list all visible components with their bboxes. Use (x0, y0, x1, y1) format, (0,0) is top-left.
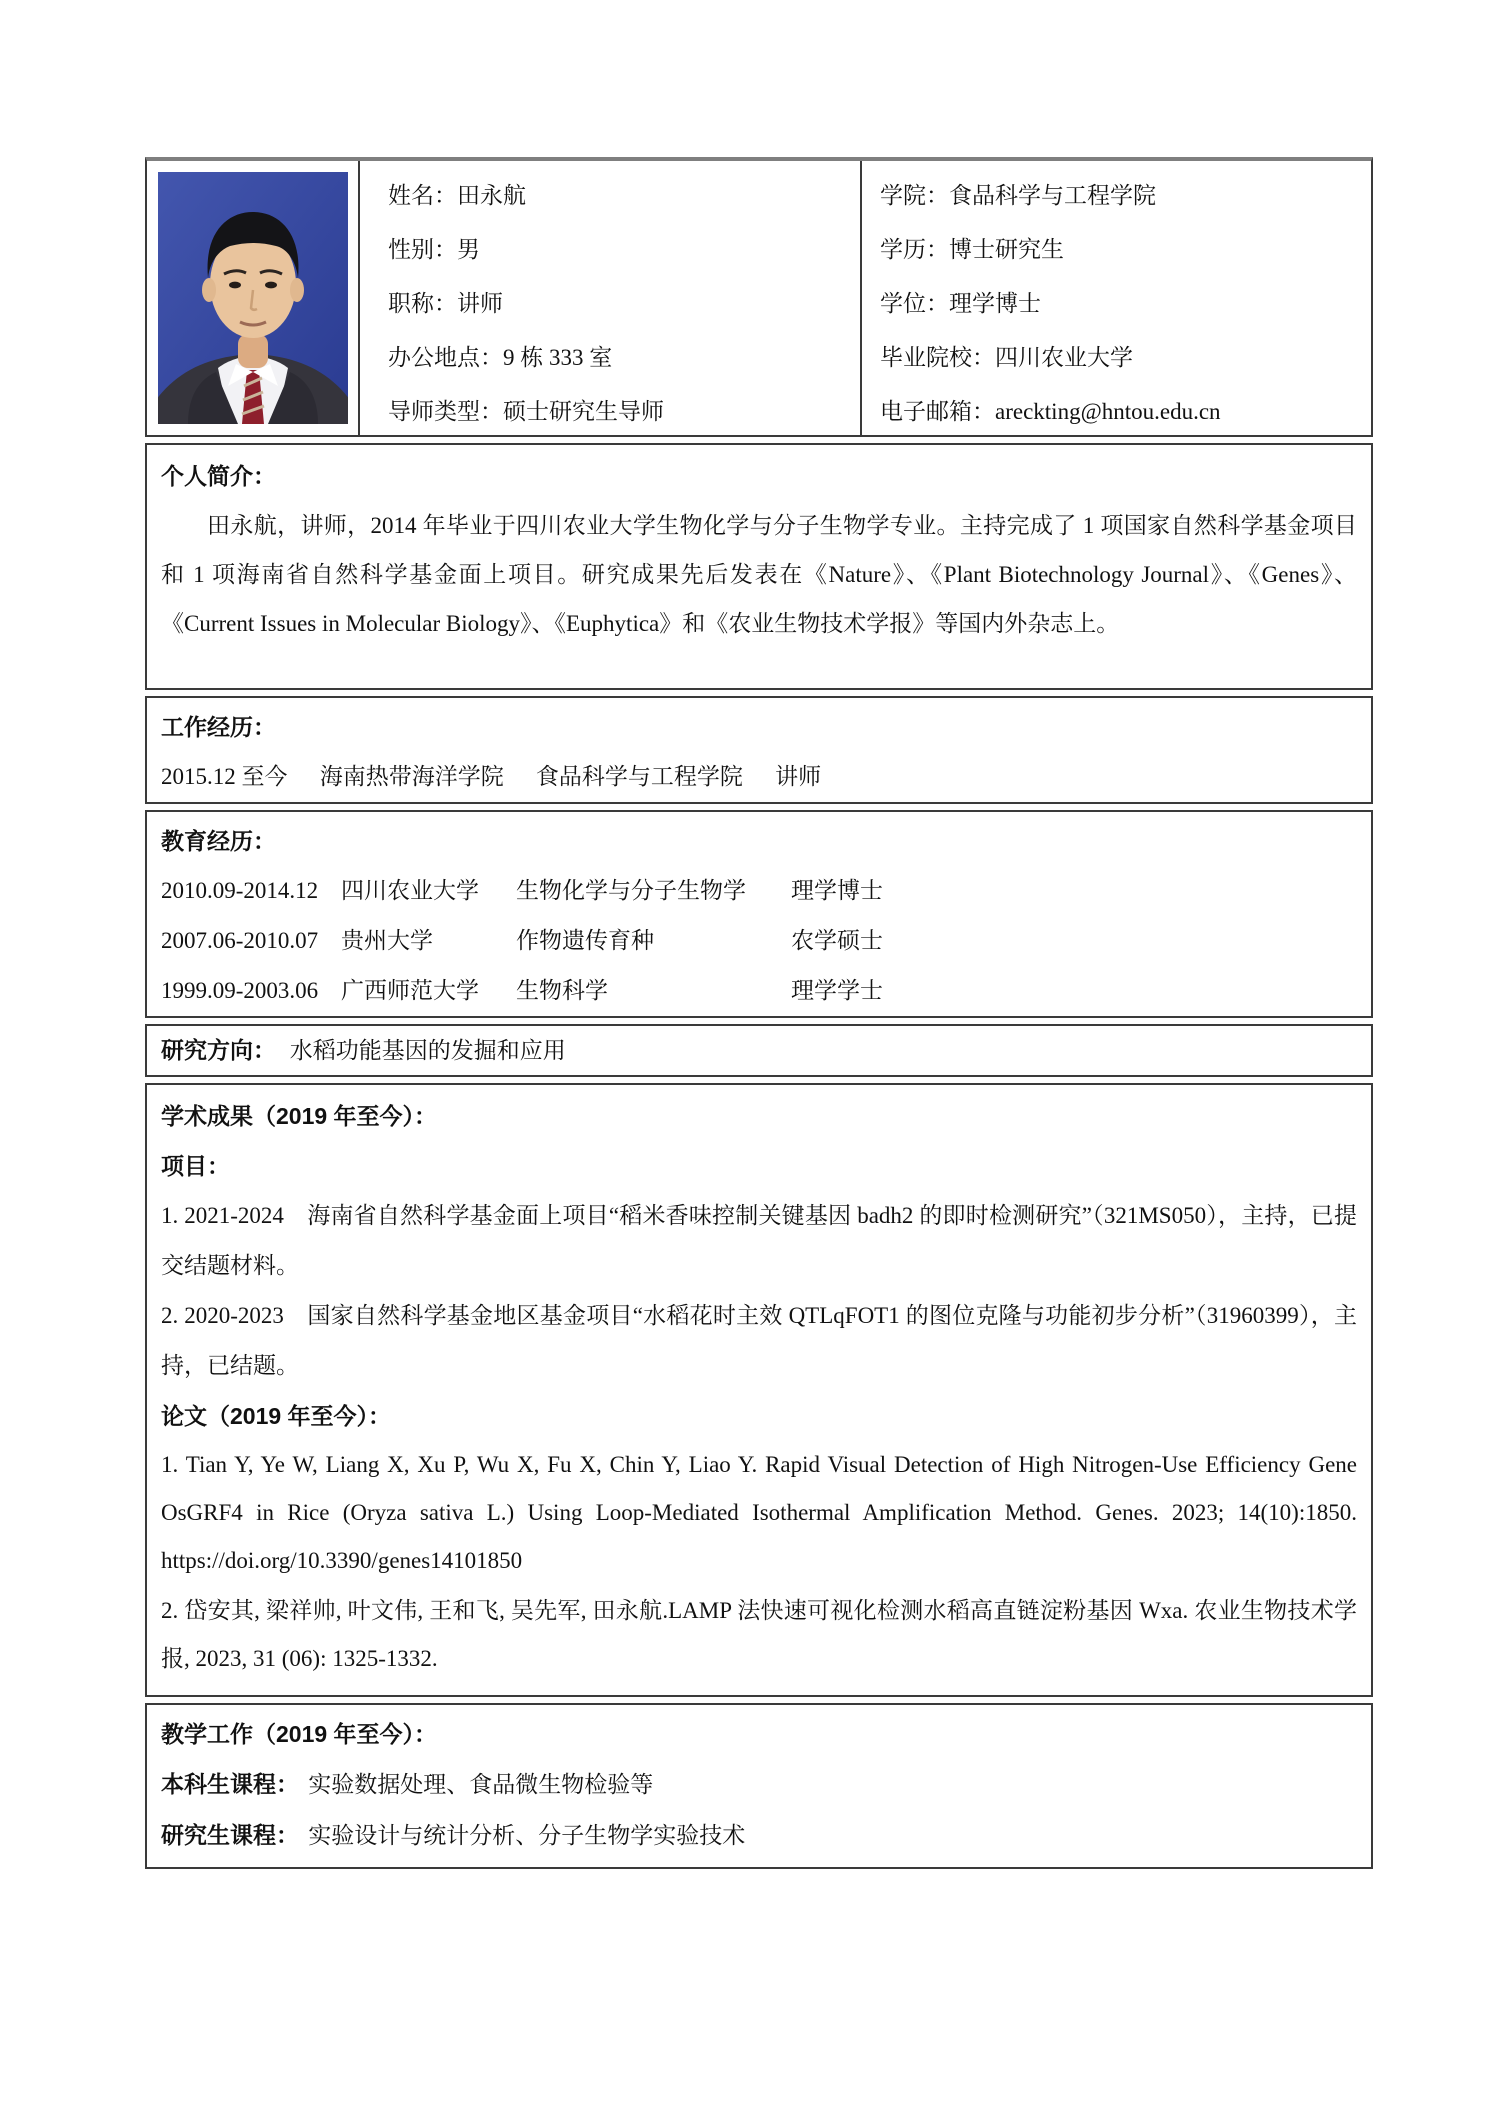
portrait-photo-graphic (158, 172, 348, 424)
field-email-value: areckting@hntou.edu.cn (995, 399, 1221, 424)
education-school: 贵州大学 (341, 928, 433, 953)
field-office (388, 331, 860, 385)
section-education (145, 810, 1373, 1018)
work-entry (161, 752, 1357, 802)
project-item: 1. 2021-2024 海南省自然科学基金面上项目“稻米香味控制关键基因 badh2 的即时检测研究”（321MS050），主持，已提交结题材料。 (161, 1203, 1357, 1278)
teaching-section-title: 教学工作（2019 年至今）： (161, 1721, 438, 1747)
field-alma-mater-label: 毕业院校： (880, 345, 995, 370)
field-email-label: 电子邮箱： (880, 399, 995, 424)
field-office-label: 办公地点： (388, 345, 503, 370)
field-alma-mater-value: 四川农业大学 (995, 345, 1133, 370)
field-name-label: 姓名： (388, 183, 457, 208)
info-column-right (862, 161, 1371, 435)
undergrad-courses-value: 实验数据处理、食品微生物检验等 (308, 1772, 654, 1797)
education-degree: 理学博士 (791, 878, 883, 903)
project-item: 2. 2020-2023 国家自然科学基金地区基金项目“水稻花时主效 QTLqFOT1 的图位克隆与功能初步分析”（31960399），主持，已结题。 (161, 1303, 1357, 1378)
field-name (388, 169, 860, 223)
field-degree (880, 277, 1371, 331)
education-degree: 农学硕士 (791, 928, 883, 953)
research-direction-value: 水稻功能基因的发掘和应用 (289, 1038, 566, 1063)
education-period: 2007.06-2010.07 (161, 928, 319, 953)
grad-courses-value: 实验设计与统计分析、分子生物学实验技术 (308, 1823, 746, 1848)
education-row (161, 866, 1357, 916)
paper-item: 2. 岱安其, 梁祥帅, 叶文伟, 王和飞, 吴先军, 田永航.LAMP 法快速可视化检测水稻高直链淀粉基因 Wxa. 农业生物技术学报, 2023, 31 (06): 1325-1332. (161, 1598, 1357, 1671)
field-college (880, 169, 1371, 223)
info-column-left (360, 161, 862, 435)
field-degree-value: 理学博士 (949, 291, 1041, 316)
field-college-value: 食品科学与工程学院 (949, 183, 1156, 208)
field-supervisor-type (388, 385, 860, 439)
education-degree: 理学学士 (791, 978, 883, 1003)
education-period: 1999.09-2003.06 (161, 978, 319, 1003)
education-school: 广西师范大学 (341, 978, 479, 1003)
undergrad-courses (161, 1759, 1357, 1810)
achievements-section-title: 学术成果（2019 年至今）： (161, 1103, 438, 1129)
section-teaching (145, 1703, 1373, 1869)
section-research-direction (145, 1024, 1373, 1077)
faculty-profile-document (145, 157, 1373, 1875)
field-gender-label: 性别： (388, 237, 457, 262)
education-row (161, 916, 1357, 966)
field-email (880, 385, 1371, 439)
field-title (388, 277, 860, 331)
field-education-level-label: 学历： (880, 237, 949, 262)
section-bio (145, 443, 1373, 690)
portrait-photo (158, 172, 348, 424)
bio-paragraph: 田永航，讲师，2014 年毕业于四川农业大学生物化学与分子生物学专业。主持完成了 1 项国家自然科学基金项目和 1 项海南省自然科学基金面上项目。研究成果先后发表在《Nature》、《Plant Biotechnology Journal》、《Genes》、《Current Issues in Molecular Biology》、《Euphytica》和《农业生物技术学报》等国内外杂志上。 (161, 513, 1357, 636)
work-entry-organization: 海南热带海洋学院 (319, 764, 504, 789)
field-college-label: 学院： (880, 183, 949, 208)
education-major: 生物化学与分子生物学 (516, 878, 746, 903)
section-work-experience (145, 696, 1373, 804)
field-education-level (880, 223, 1371, 277)
work-section-title: 工作经历： (161, 714, 276, 740)
research-direction-label-text: 研究方向： (161, 1037, 276, 1063)
undergrad-courses-label: 本科生课程： (161, 1771, 299, 1797)
research-direction-label (161, 1026, 566, 1075)
paper-item: 1. Tian Y, Ye W, Liang X, Xu P, Wu X, Fu X, Chin Y, Liao Y. Rapid Visual Detection of High Nitrogen-Use Efficiency Gene OsGRF4 in Rice (Oryza sativa L.) Using Loop-Mediated Isothermal Amplification Method. Genes. 2023; 14(10):1850. https://doi.org/10.3390/genes14101850 (161, 1452, 1357, 1573)
work-entry-period: 2015.12 至今 (161, 764, 288, 789)
field-supervisor-type-label: 导师类型： (388, 399, 503, 424)
education-major: 作物遗传育种 (516, 928, 654, 953)
photo-cell (147, 161, 360, 435)
projects-subtitle: 项目： (161, 1153, 230, 1179)
grad-courses (161, 1810, 1357, 1861)
field-name-value: 田永航 (457, 183, 526, 208)
section-achievements (145, 1083, 1373, 1697)
education-school: 四川农业大学 (341, 878, 479, 903)
education-section-title: 教育经历： (161, 828, 276, 854)
education-period: 2010.09-2014.12 (161, 878, 319, 903)
work-entry-position: 讲师 (775, 764, 822, 789)
field-education-level-value: 博士研究生 (949, 237, 1064, 262)
grad-courses-label: 研究生课程： (161, 1822, 299, 1848)
papers-subtitle: 论文（2019 年至今）： (161, 1403, 392, 1429)
field-office-value: 9 栋 333 室 (503, 345, 613, 370)
bio-section-title: 个人简介： (161, 463, 276, 489)
field-alma-mater (880, 331, 1371, 385)
education-major: 生物科学 (516, 978, 608, 1003)
field-gender-value: 男 (457, 237, 480, 262)
field-title-value: 讲师 (457, 291, 503, 316)
work-entry-department: 食品科学与工程学院 (535, 764, 743, 789)
field-gender (388, 223, 860, 277)
field-supervisor-type-value: 硕士研究生导师 (503, 399, 664, 424)
field-title-label: 职称： (388, 291, 457, 316)
education-row (161, 966, 1357, 1016)
field-degree-label: 学位： (880, 291, 949, 316)
personal-info-table (145, 157, 1373, 437)
